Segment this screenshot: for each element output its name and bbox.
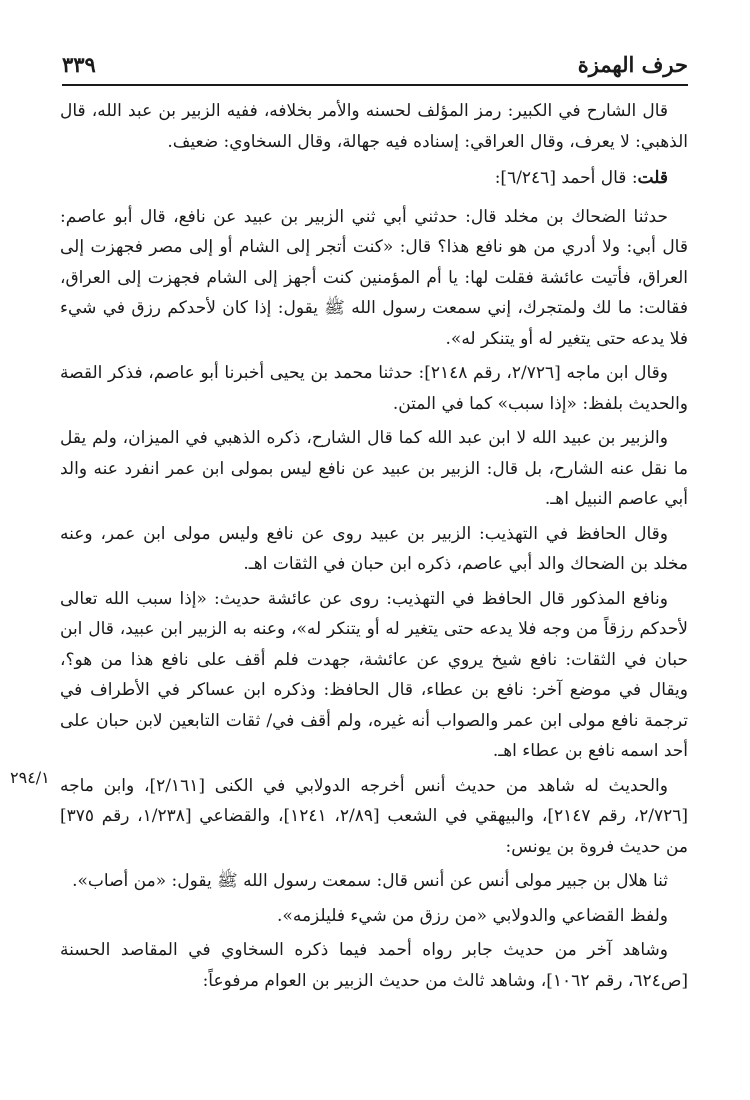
paragraph-1: قال الشارح في الكبير: رمز المؤلف لحسنه والأمر بخلافه، ففيه الزبير بن عبد الله، قال الذهبي: لا يعرف، وقال العراقي: إسناده فيه جهالة، وقال السخاوي: ضعيف. <box>60 101 688 152</box>
paragraph-9: ولفظ القضاعي والدولابي «من رزق من شيء فليلزمه». <box>277 905 668 926</box>
paragraph-8: ثنا هلال بن جبير مولى أنس عن أنس قال: سمعت رسول الله ﷺ يقول: «من أصاب». <box>72 871 668 891</box>
paragraph-7: والحديث له شاهد من حديث أنس أخرجه الدولابي في الكنى [٢/١٦١]، وابن ماجه [٢/٧٢٦، رقم ٢١٤٧]، والبيهقي في الشعب [٢/٨٩، ١٢٤١]، والقضاعي [١/٢٣٨، رقم ٣٧٥] من حديث فروة بن يونس: <box>60 775 689 857</box>
page-number: ٣٣٩ <box>62 52 96 77</box>
paragraph-2: حدثنا الضحاك بن مخلد قال: حدثني أبي ثني الزبير بن عبيد عن نافع، قال أبو عاصم: قال أبي: ولا أدري من هو نافع هذا؟ قال: «كنت أتجر إلى الشام أو إلى مصر فجهزت إلى العراق، فأتيت عائشة فقلت لها: يا أم المؤمنين كنت أجهز إلى الشام فجهزت إلى العراق، فقالت: ما لك ولمتجرك، إني سمعت رسول الله ﷺ يقول: إذا كان لأحدكم رزق في شيء فلا يدعه حتى يتغير له أو يتنكر له». <box>60 206 688 349</box>
paragraph-3: وقال ابن ماجه [٢/٧٢٦، رقم ٢١٤٨]: حدثنا محمد بن يحيى أخبرنا أبو عاصم، فذكر القصة والحديث بلفظ: «إذا سبب» كما في المتن. <box>60 363 688 414</box>
paragraph-5: وقال الحافظ في التهذيب: الزبير بن عبيد روى عن نافع وليس مولى ابن عمر، وعنه مخلد بن الضحاك والد أبي عاصم، ذكره ابن حبان في الثقات اهـ. <box>60 523 688 574</box>
qult-text: : قال أحمد [٦/٢٤٦]: <box>494 168 638 188</box>
paragraph-6: ونافع المذكور قال الحافظ في التهذيب: روى عن عائشة حديث: «إذا سبب الله تعالى لأحدكم رزقاً من وجه فلا يدعه حتى يتغير له أو يتنكر له»، وعنه به الزبير ابن عبيد، قال ابن حبان في الثقات: نافع شيخ يروي عن عائشة، جهدت فلم أقف على نافع هذا من هو؟، ويقال في موضع آخر: نافع بن عطاء، قال الحافظ: وذكره ابن عساكر في الأطراف في ترجمة نافع مولى ابن عمر والصواب أنه غيره، ولم أقف في/ ثقات التابعين لابن حبان على أحد اسمه نافع بن عطاء اهـ. <box>60 588 688 761</box>
page-body <box>60 96 688 1000</box>
qult-label: قلت <box>637 168 668 188</box>
paragraph-4: والزبير بن عبيد الله لا ابن عبد الله كما قال الشارح، ذكره الذهبي في الميزان، ولم يقل ما نقل عنه الشارح، بل قال: الزبير بن عبيد عن نافع ليس بمولى ابن عمر انفرد عنه والد أبي عاصم النبيل اهـ. <box>60 428 688 509</box>
page-header <box>62 50 688 86</box>
chapter-title: حرف الهمزة <box>577 52 688 77</box>
paragraph-10: وشاهد آخر من حديث جابر رواه أحمد فيما ذكره السخاوي في المقاصد الحسنة [ص٦٢٤، رقم ١٠٦٢]، وشاهد ثالث من حديث الزبير بن العوام مرفوعاً: <box>60 940 688 991</box>
margin-page-reference: ٢٩٤/١ <box>10 768 50 787</box>
qult-line <box>60 163 688 194</box>
